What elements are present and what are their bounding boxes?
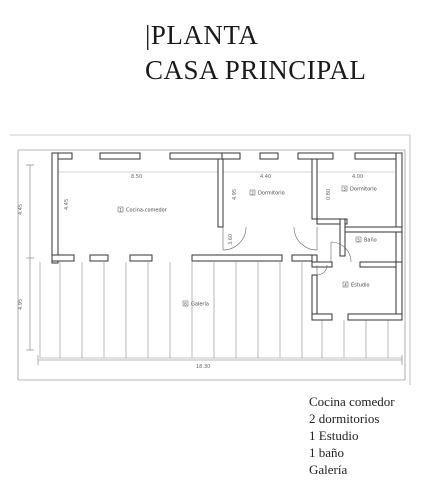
summary-item: Cocina comedor xyxy=(309,394,395,409)
dim-top-1: 8.50 xyxy=(131,174,143,180)
dim-inner-2: 4.95 xyxy=(232,188,238,200)
dim-top-3: 4.00 xyxy=(352,174,364,180)
dim-left-upper: 4.45 xyxy=(18,203,24,215)
room-6-name: Galería xyxy=(191,301,209,308)
summary-item: Galería xyxy=(309,462,348,477)
summary-item: 1 Estudio xyxy=(309,428,359,443)
galeria-lines xyxy=(40,262,402,358)
dim-inner-1: 4.45 xyxy=(64,198,70,210)
room-3-name: Dormitorio xyxy=(350,186,377,193)
room-summary xyxy=(309,393,395,478)
room-labels xyxy=(118,186,377,308)
room-4-name: Estudio xyxy=(351,282,370,289)
plan-title-line2: CASA PRINCIPAL xyxy=(145,55,367,85)
room-5-name: Baño xyxy=(364,237,377,244)
room-1-name: Cocina-comedor xyxy=(126,207,167,214)
room-2-name: Dormitorio xyxy=(258,190,285,197)
dim-total-width: 18.30 xyxy=(196,364,211,370)
dim-top-2: 4.40 xyxy=(260,174,272,180)
room-2-number: 2 xyxy=(251,190,254,196)
door-swings xyxy=(223,227,351,275)
walls xyxy=(52,153,402,320)
plan-title-line1: |PLANTA xyxy=(145,20,259,50)
room-6-number: 6 xyxy=(184,301,187,307)
summary-item: 1 baño xyxy=(309,445,345,460)
dim-left-lower: 4.95 xyxy=(18,298,24,310)
room-5-number: 5 xyxy=(357,237,360,243)
room-1-number: 1 xyxy=(119,207,122,213)
room-4-number: 4 xyxy=(344,282,347,288)
room-3-number: 3 xyxy=(343,186,346,192)
dimension-labels xyxy=(18,174,363,370)
dim-small-2: 3.60 xyxy=(228,233,234,245)
summary-item: 2 dormitorios xyxy=(309,411,380,426)
dim-small-1: 0.80 xyxy=(326,188,332,200)
